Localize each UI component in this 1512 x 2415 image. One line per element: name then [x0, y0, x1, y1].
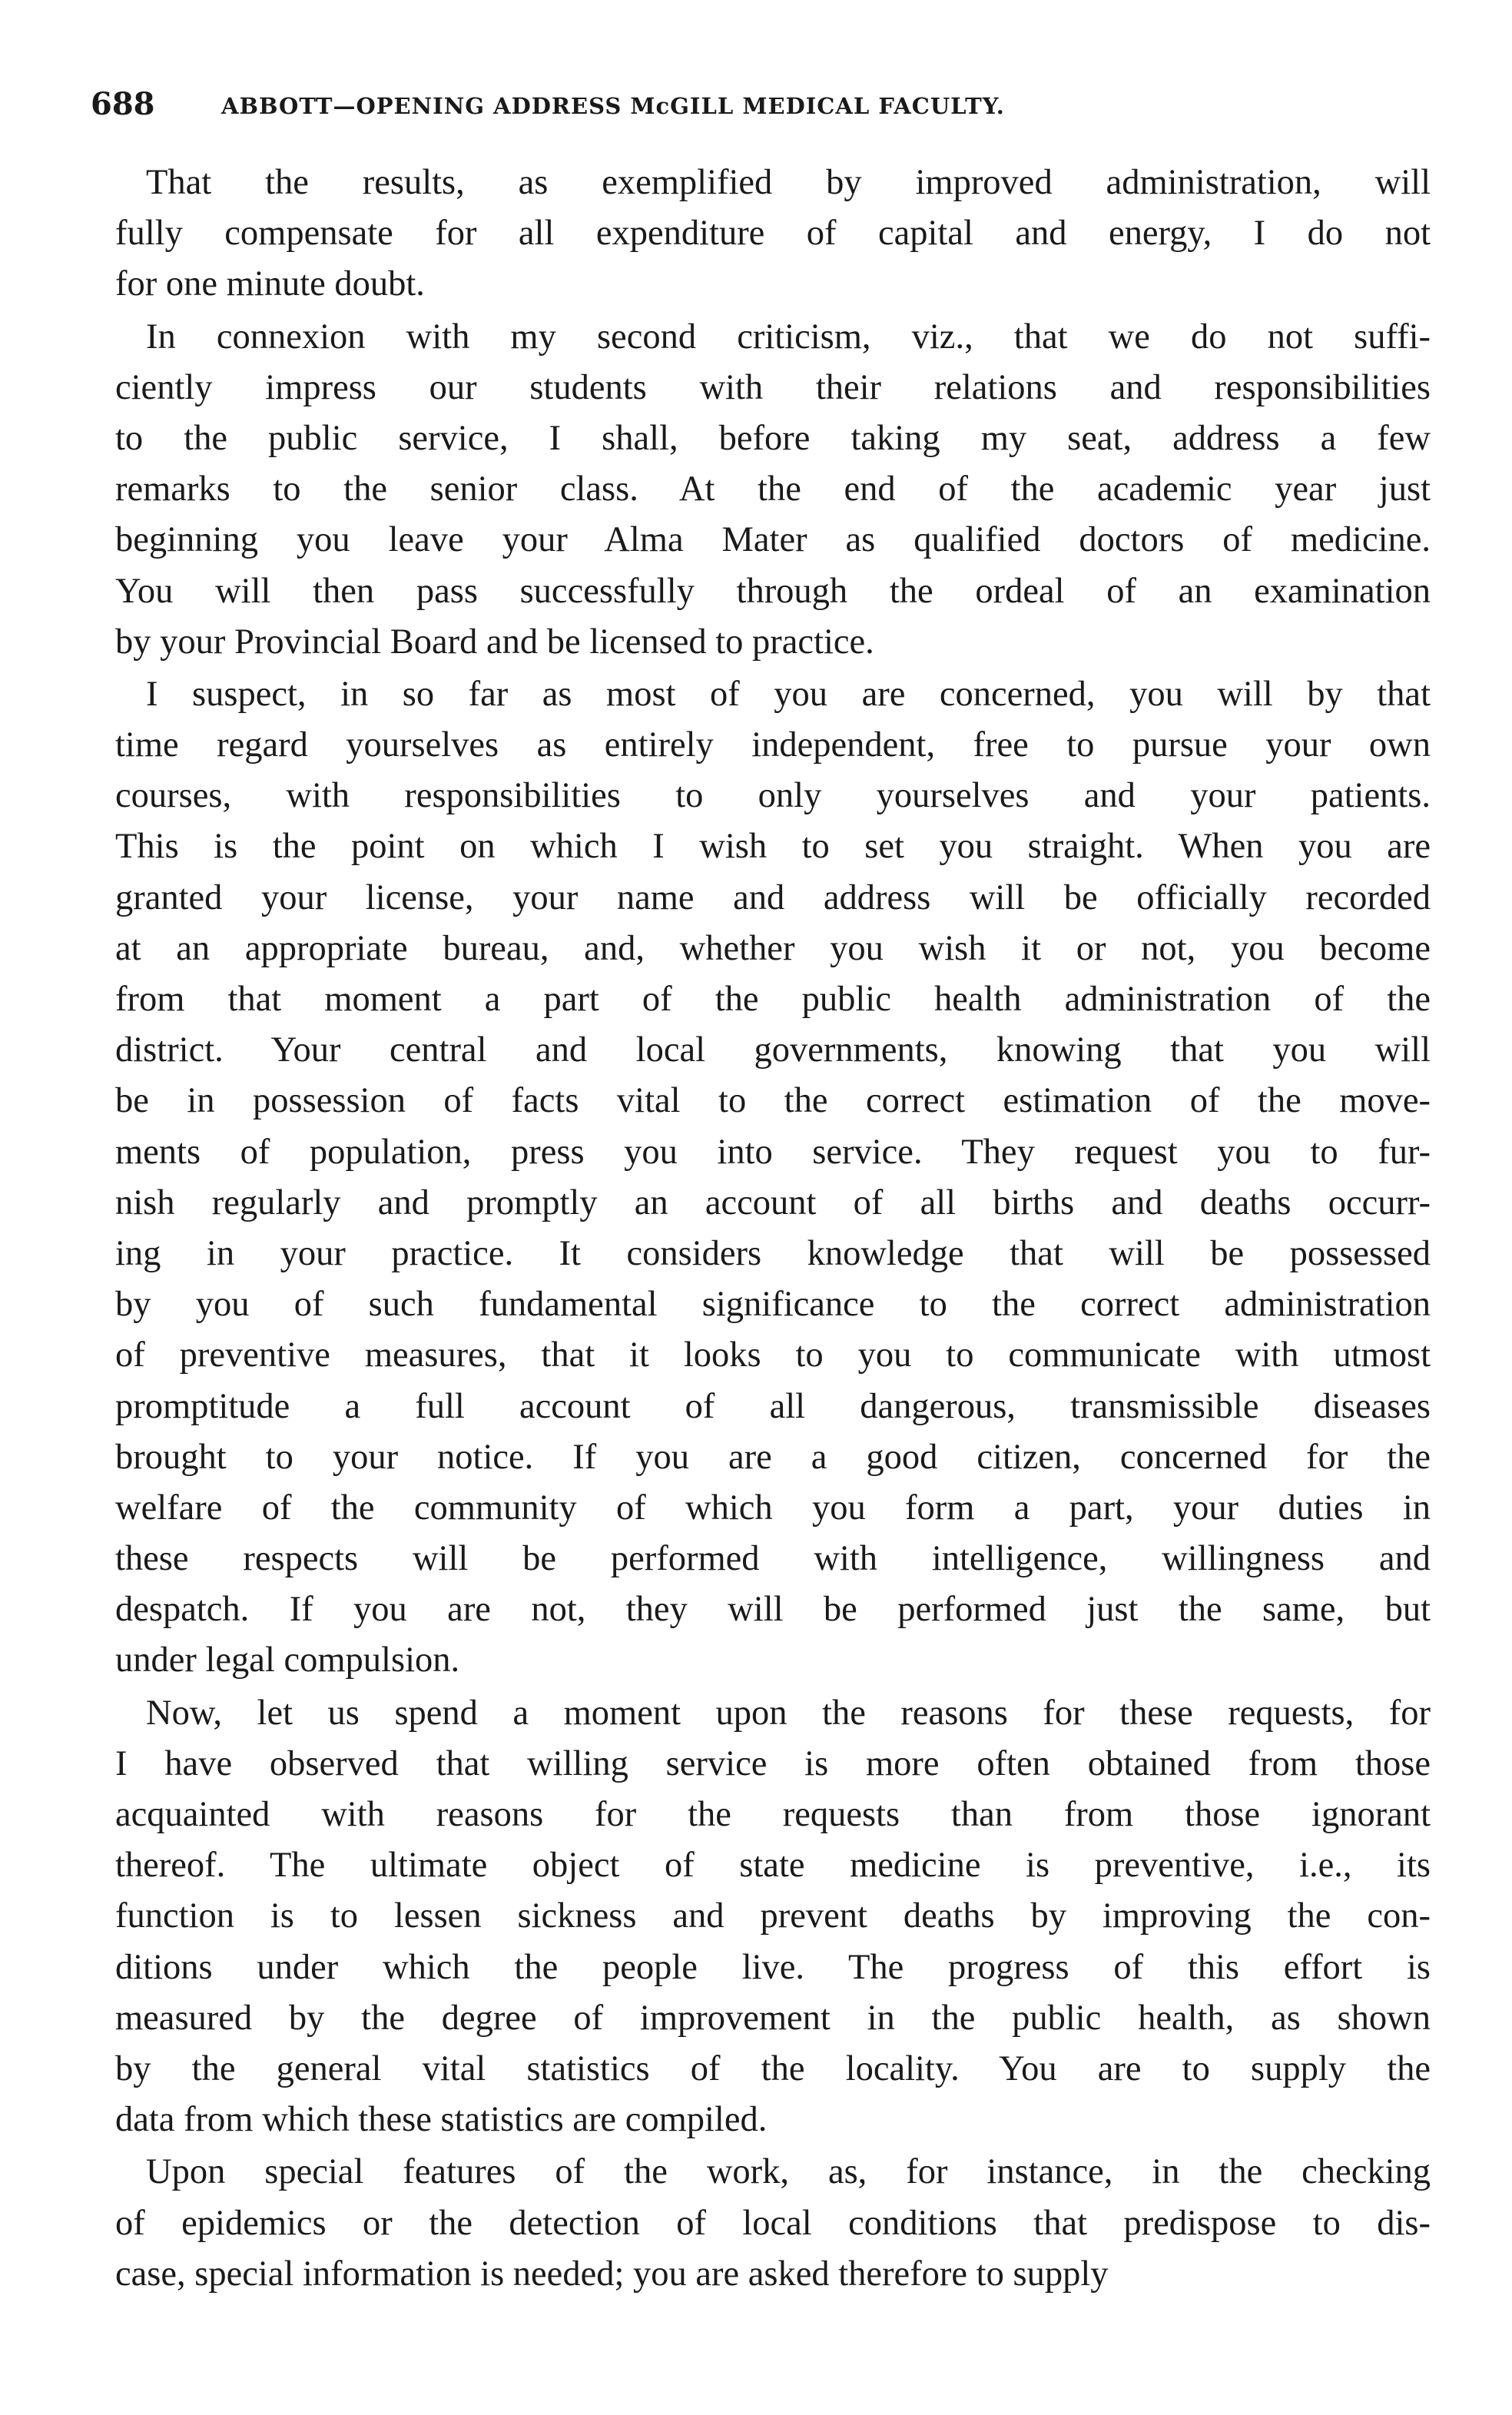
text-line: acquainted with reasons for the requests than from those ignorant	[115, 1795, 1431, 1834]
text-line: be in possession of facts vital to the correct estimation of the move-	[115, 1081, 1431, 1121]
text-line: ciently impress our students with their relations and responsibilities	[115, 367, 1431, 407]
text-line: by your Provincial Board and be licensed to practice.	[115, 622, 874, 662]
text-line: to the public service, I shall, before taking my seat, address a few	[115, 418, 1431, 458]
text-line: of epidemics or the detection of local conditions that predispose to dis-	[115, 2203, 1431, 2243]
text-line: ments of population, press you into service. They request you to fur-	[115, 1132, 1431, 1172]
text-line: Upon special features of the work, as, for instance, in the checking	[146, 2152, 1431, 2192]
text-line: from that moment a part of the public health administration of the	[115, 980, 1431, 1019]
text-line: measured by the degree of improvement in the public health, as shown	[115, 1998, 1431, 2038]
text-line: brought to your notice. If you are a good citizen, concerned for the	[115, 1437, 1431, 1477]
text-line: case, special information is needed; you are asked therefore to supply	[115, 2254, 1109, 2294]
running-head	[91, 81, 1427, 128]
text-line: of preventive measures, that it looks to you to communicate with utmost	[115, 1335, 1431, 1375]
text-line: You will then pass successfully through the ordeal of an examination	[115, 571, 1431, 611]
text-line: under legal compulsion.	[115, 1640, 460, 1680]
text-line: time regard yourselves as entirely independent, free to pursue your own	[115, 725, 1431, 765]
paragraph	[115, 158, 1431, 310]
page-number: 688	[91, 86, 155, 122]
text-line: granted your license, your name and address will be officially recorded	[115, 877, 1431, 917]
text-line: nish regularly and promptly an account of all births and deaths occurr-	[115, 1183, 1431, 1222]
text-line: beginning you leave your Alma Mater as qualified doctors of medicine.	[115, 520, 1431, 560]
text-line: promptitude a full account of all dangerous, transmissible diseases	[115, 1386, 1431, 1426]
paragraph	[115, 2147, 1431, 2300]
text-line: these respects will be performed with intelligence, willingness and	[115, 1539, 1431, 1579]
text-line: courses, with responsibilities to only yourselves and your patients.	[115, 776, 1431, 816]
text-line: by the general vital statistics of the locality. You are to supply the	[115, 2048, 1431, 2088]
text-line: That the results, as exemplified by improved administration, will	[146, 163, 1431, 202]
text-line: by you of such fundamental significance to the correct administration	[115, 1285, 1431, 1325]
paragraph	[115, 1688, 1431, 2146]
text-line: ditions under which the people live. The progress of this effort is	[115, 1947, 1431, 1987]
text-line: welfare of the community of which you form a part, your duties in	[115, 1488, 1431, 1528]
text-line: function is to lessen sickness and prevent deaths by improving the con-	[115, 1896, 1431, 1936]
text-line: fully compensate for all expenditure of capital and energy, I do not	[115, 214, 1431, 254]
running-title: ABBOTT—OPENING ADDRESS McGILL MEDICAL FACULTY.	[221, 93, 1005, 119]
text-line: This is the point on which I wish to set you straight. When you are	[115, 827, 1431, 867]
text-line: In connexion with my second criticism, viz., that we do not suffi-	[146, 317, 1431, 357]
text-line: remarks to the senior class. At the end of the academic year just	[115, 469, 1431, 509]
paragraph	[115, 312, 1431, 668]
text-line: Now, let us spend a moment upon the reasons for these requests, for	[146, 1693, 1431, 1733]
text-line: I suspect, in so far as most of you are concerned, you will by that	[146, 674, 1431, 714]
text-line: I have observed that willing service is more often obtained from those	[115, 1743, 1431, 1783]
body-text	[115, 158, 1431, 2301]
text-line: for one minute doubt.	[115, 264, 425, 304]
text-line: at an appropriate bureau, and, whether you wish it or not, you become	[115, 928, 1431, 968]
paragraph	[115, 669, 1431, 1687]
text-line: despatch. If you are not, they will be performed just the same, but	[115, 1590, 1431, 1630]
text-line: district. Your central and local governments, knowing that you will	[115, 1030, 1431, 1070]
text-line: ing in your practice. It considers knowledge that will be possessed	[115, 1233, 1431, 1273]
text-line: data from which these statistics are compiled.	[115, 2100, 768, 2140]
text-line: thereof. The ultimate object of state medicine is preventive, i.e., its	[115, 1846, 1431, 1886]
